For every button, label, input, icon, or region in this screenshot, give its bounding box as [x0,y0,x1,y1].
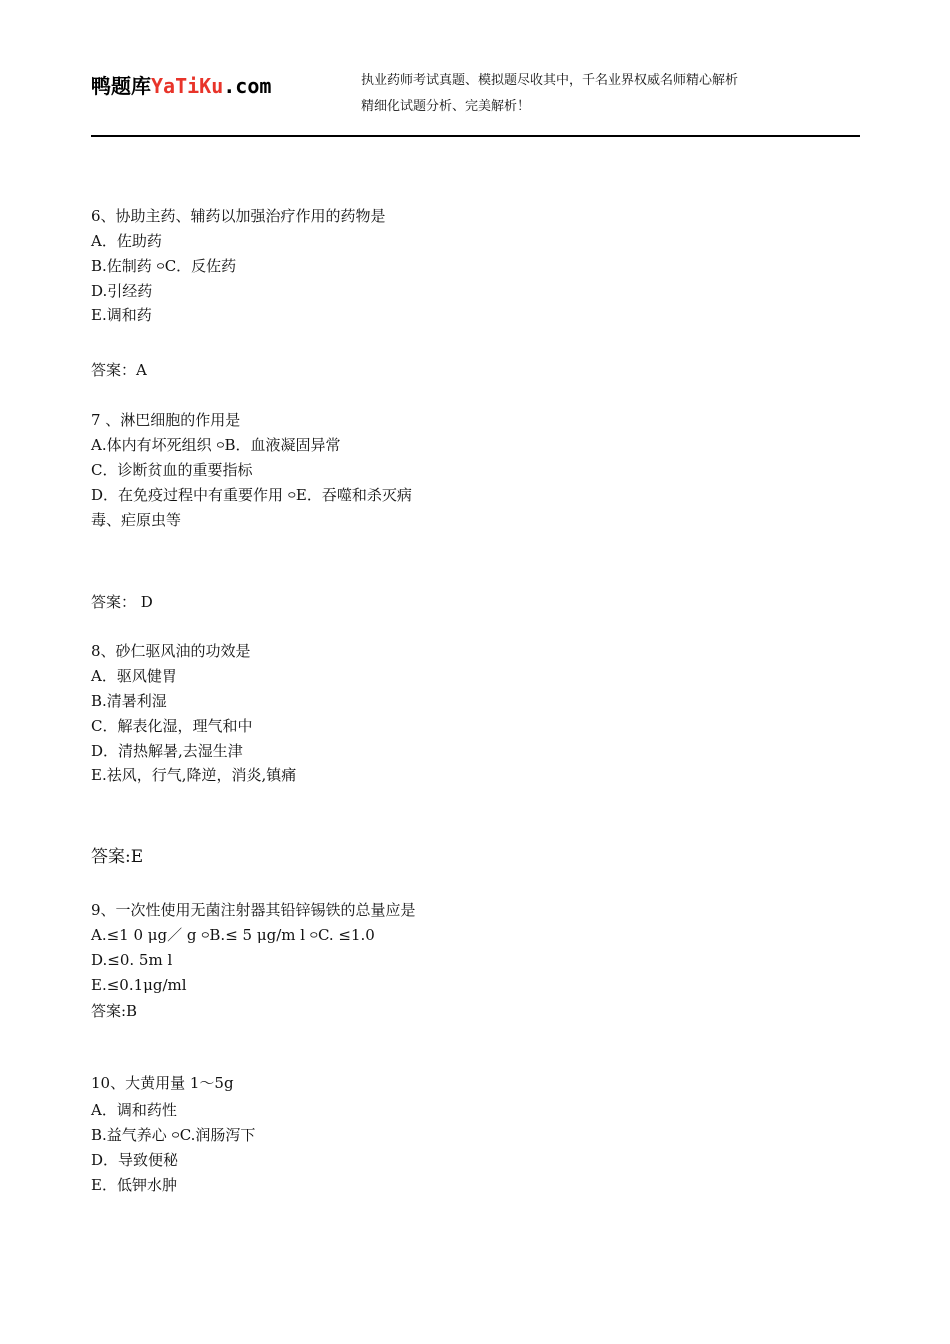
header-divider [91,135,860,137]
answer-line: 答案：A [91,361,147,379]
logo-tld: .com [223,74,272,98]
question-stem: 7 、淋巴细胞的作用是 [91,411,241,429]
logo-domain: YaTiKu [151,74,224,98]
tagline-line-2: 精细化试题分析、完美解析！ [361,99,531,114]
logo-brand: 鸭题库 [91,74,151,98]
question-stem: 6、协助主药、辅药以加强治疗作用的药物是 [91,207,386,225]
option-line: D．在免疫过程中有重要作用 ࿁E．吞噬和杀灭病 [91,486,412,504]
option-line: A．驱风健胃 [91,667,177,685]
option-line: D.引经药 [91,282,153,300]
option-line: A.≤1 0 μg／ g ࿁B.≤ 5 μg/m l ࿁C. ≤1.0 [91,926,375,944]
option-line: E.祛风，行气,降逆，消炎,镇痛 [91,766,297,784]
site-logo[interactable] [91,70,271,99]
answer-line: 答案： D [91,593,153,611]
option-line: A．佐助药 [91,232,162,250]
option-line: A．调和药性 [91,1101,177,1119]
answer-line: 答案:E [91,847,144,867]
option-line: D.≤0. 5m l [91,951,173,969]
option-line: D．清热解暑,去湿生津 [91,742,243,760]
tagline [361,68,738,120]
option-line: E.调和药 [91,306,152,324]
option-line: D．导致便秘 [91,1151,179,1169]
option-line: B.佐制药 ࿁C．反佐药 [91,257,237,275]
page-header [91,62,860,138]
option-line: C．解表化湿，理气和中 [91,717,253,735]
option-line: A.体内有坏死组织 ࿁B．血液凝固异常 [91,436,341,454]
question-stem: 8、砂仁驱风油的功效是 [91,642,251,660]
option-line: 毒、疟原虫等 [91,511,182,529]
answer-line: 答案:B [91,1002,138,1020]
tagline-line-1: 执业药师考试真题、模拟题尽收其中，千名业界权威名师精心解析 [361,73,739,88]
option-line: E.≤0.1μg/ml [91,976,187,994]
option-line: C．诊断贫血的重要指标 [91,461,253,479]
question-stem: 9、一次性使用无菌注射器其铅锌锡铁的总量应是 [91,901,416,919]
option-line: B.益气养心 ࿁C.润肠泻下 [91,1126,256,1144]
option-line: B.清暑利湿 [91,692,167,710]
question-stem: 10、大黄用量 1～5g [91,1074,234,1092]
option-line: E．低钾水肿 [91,1176,177,1194]
